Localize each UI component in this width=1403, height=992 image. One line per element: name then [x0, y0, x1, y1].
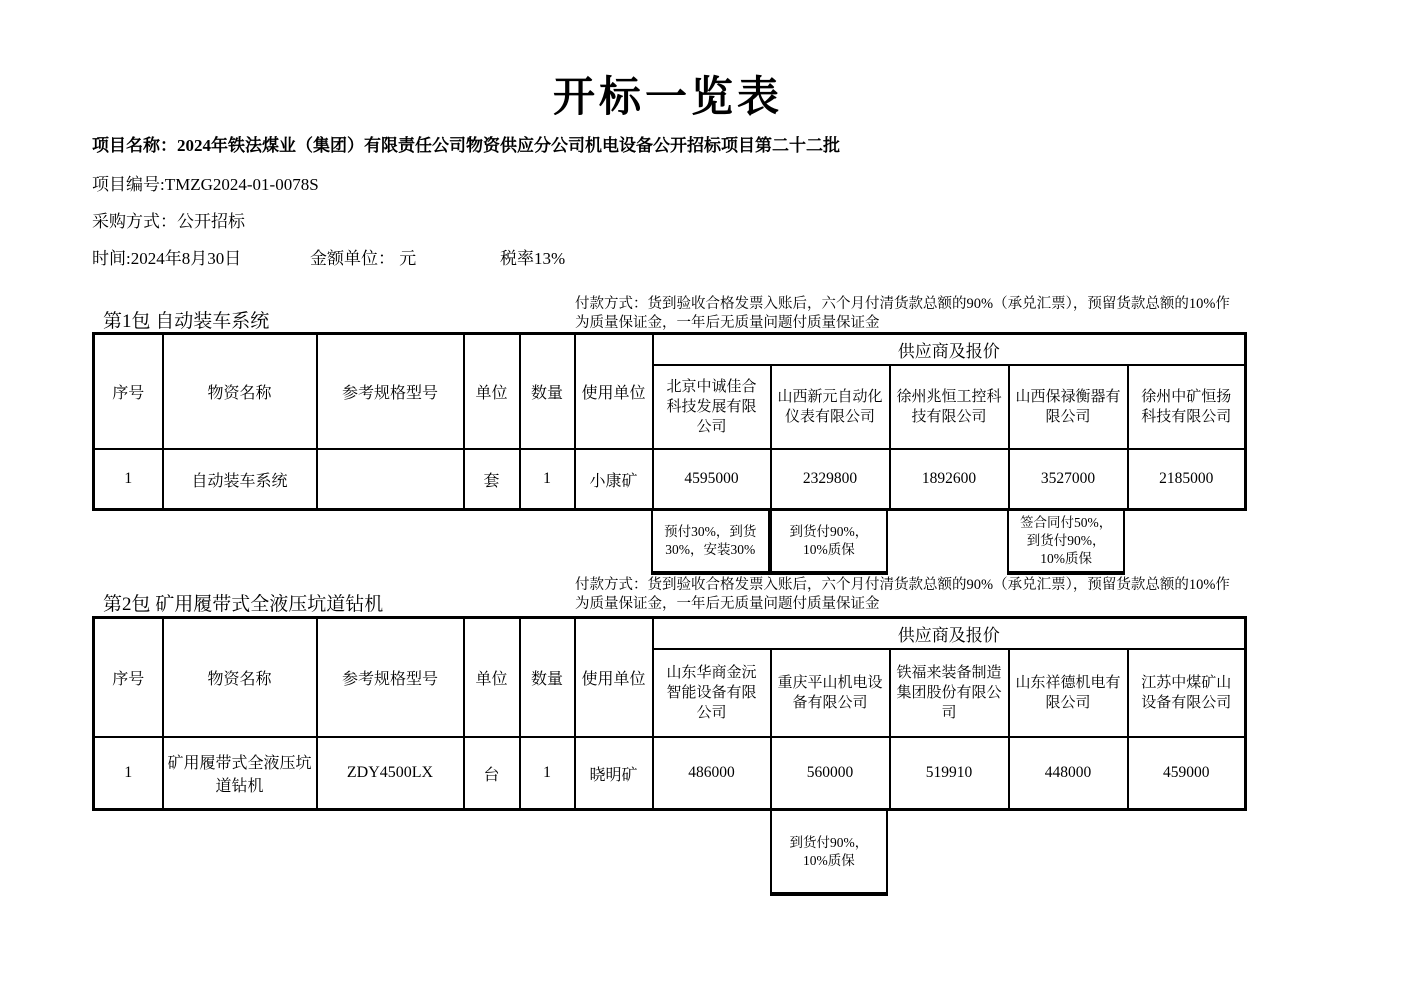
note-cell: 到货付90%，10%质保: [770, 511, 889, 575]
unit-cell: 套: [464, 449, 520, 510]
supplier-name: 山东祥德机电有限公司: [1009, 649, 1128, 737]
price-cell: 1892600: [890, 449, 1009, 510]
package-1-label: 第1包 自动装车系统: [103, 311, 270, 332]
tax-rate: 税率13%: [500, 249, 566, 268]
package-2-notes-row: [651, 811, 1244, 896]
supplier-name: 山西保禄衡器有限公司: [1009, 365, 1128, 449]
bid-time: 时间:2024年8月30日: [92, 249, 242, 268]
header-seq: 序号: [94, 618, 163, 738]
price-cell: 2185000: [1128, 449, 1246, 510]
price-cell: 486000: [653, 737, 771, 810]
spec-cell: [317, 449, 464, 510]
price-cell: 2329800: [771, 449, 890, 510]
material-cell: 矿用履带式全液压坑道钻机: [163, 737, 317, 810]
supplier-name: 北京中诚佳合科技发展有限公司: [653, 365, 771, 449]
project-number: 项目编号:TMZG2024-01-0078S: [92, 175, 319, 194]
header-spec: 参考规格型号: [317, 618, 464, 738]
header-material: 物资名称: [163, 334, 317, 450]
supplier-name: 徐州兆恒工控科技有限公司: [890, 365, 1009, 449]
material-cell: 自动装车系统: [163, 449, 317, 510]
header-unit: 单位: [464, 334, 520, 450]
header-spec: 参考规格型号: [317, 334, 464, 450]
price-cell: 448000: [1009, 737, 1128, 810]
bid-table-package-2: [92, 616, 1247, 811]
package-2-table-block: [92, 616, 1247, 896]
spec-cell: ZDY4500LX: [317, 737, 464, 810]
price-cell: 459000: [1128, 737, 1246, 810]
header-seq: 序号: [94, 334, 163, 450]
page-title: 开标一览表: [552, 75, 783, 121]
note-cell: 到货付90%，10%质保: [770, 811, 889, 896]
bid-table-package-1: [92, 332, 1247, 511]
header-user: 使用单位: [575, 334, 653, 450]
payment-terms-package-2: 付款方式：货到验收合格发票入账后，六个月付清货款总额的90%（承兑汇票），预留货款总额的10%作为质量保证金，一年后无质量问题付质量保证金: [575, 577, 1230, 612]
qty-cell: 1: [520, 449, 575, 510]
price-cell: 3527000: [1009, 449, 1128, 510]
user-cell: 小康矿: [575, 449, 653, 510]
project-name: 项目名称：2024年铁法煤业（集团）有限责任公司物资供应分公司机电设备公开招标项目第二十二批: [92, 136, 840, 155]
seq-cell: 1: [94, 449, 163, 510]
supplier-name: 铁福来装备制造集团股份有限公司: [890, 649, 1009, 737]
package-1-notes-row: [651, 511, 1244, 575]
supplier-name: 重庆平山机电设备有限公司: [771, 649, 890, 737]
header-material: 物资名称: [163, 618, 317, 738]
payment-terms-package-1: 付款方式：货到验收合格发票入账后，六个月付清货款总额的90%（承兑汇票），预留货款总额的10%作为质量保证金，一年后无质量问题付质量保证金: [575, 296, 1230, 331]
supplier-name: 徐州中矿恒扬科技有限公司: [1128, 365, 1246, 449]
price-cell: 519910: [890, 737, 1009, 810]
package-1-table-block: [92, 332, 1247, 575]
price-cell: 4595000: [653, 449, 771, 510]
supplier-name: 山西新元自动化仪表有限公司: [771, 365, 890, 449]
note-cell: 预付30%，到货30%，安装30%: [651, 511, 770, 575]
package-2-label: 第2包 矿用履带式全液压坑道钻机: [103, 594, 384, 615]
qty-cell: 1: [520, 737, 575, 810]
procurement-method: 采购方式：公开招标: [92, 212, 245, 231]
user-cell: 晓明矿: [575, 737, 653, 810]
note-cell: 签合同付50%，到货付90%，10%质保: [1007, 511, 1126, 575]
header-supplier-group: 供应商及报价: [653, 618, 1246, 650]
header-unit: 单位: [464, 618, 520, 738]
supplier-name: 江苏中煤矿山设备有限公司: [1128, 649, 1246, 737]
header-supplier-group: 供应商及报价: [653, 334, 1246, 366]
header-qty: 数量: [520, 618, 575, 738]
unit-cell: 台: [464, 737, 520, 810]
amount-unit: 金额单位： 元: [310, 249, 417, 268]
price-cell: 560000: [771, 737, 890, 810]
supplier-name: 山东华商金沅智能设备有限公司: [653, 649, 771, 737]
header-qty: 数量: [520, 334, 575, 450]
header-user: 使用单位: [575, 618, 653, 738]
seq-cell: 1: [94, 737, 163, 810]
